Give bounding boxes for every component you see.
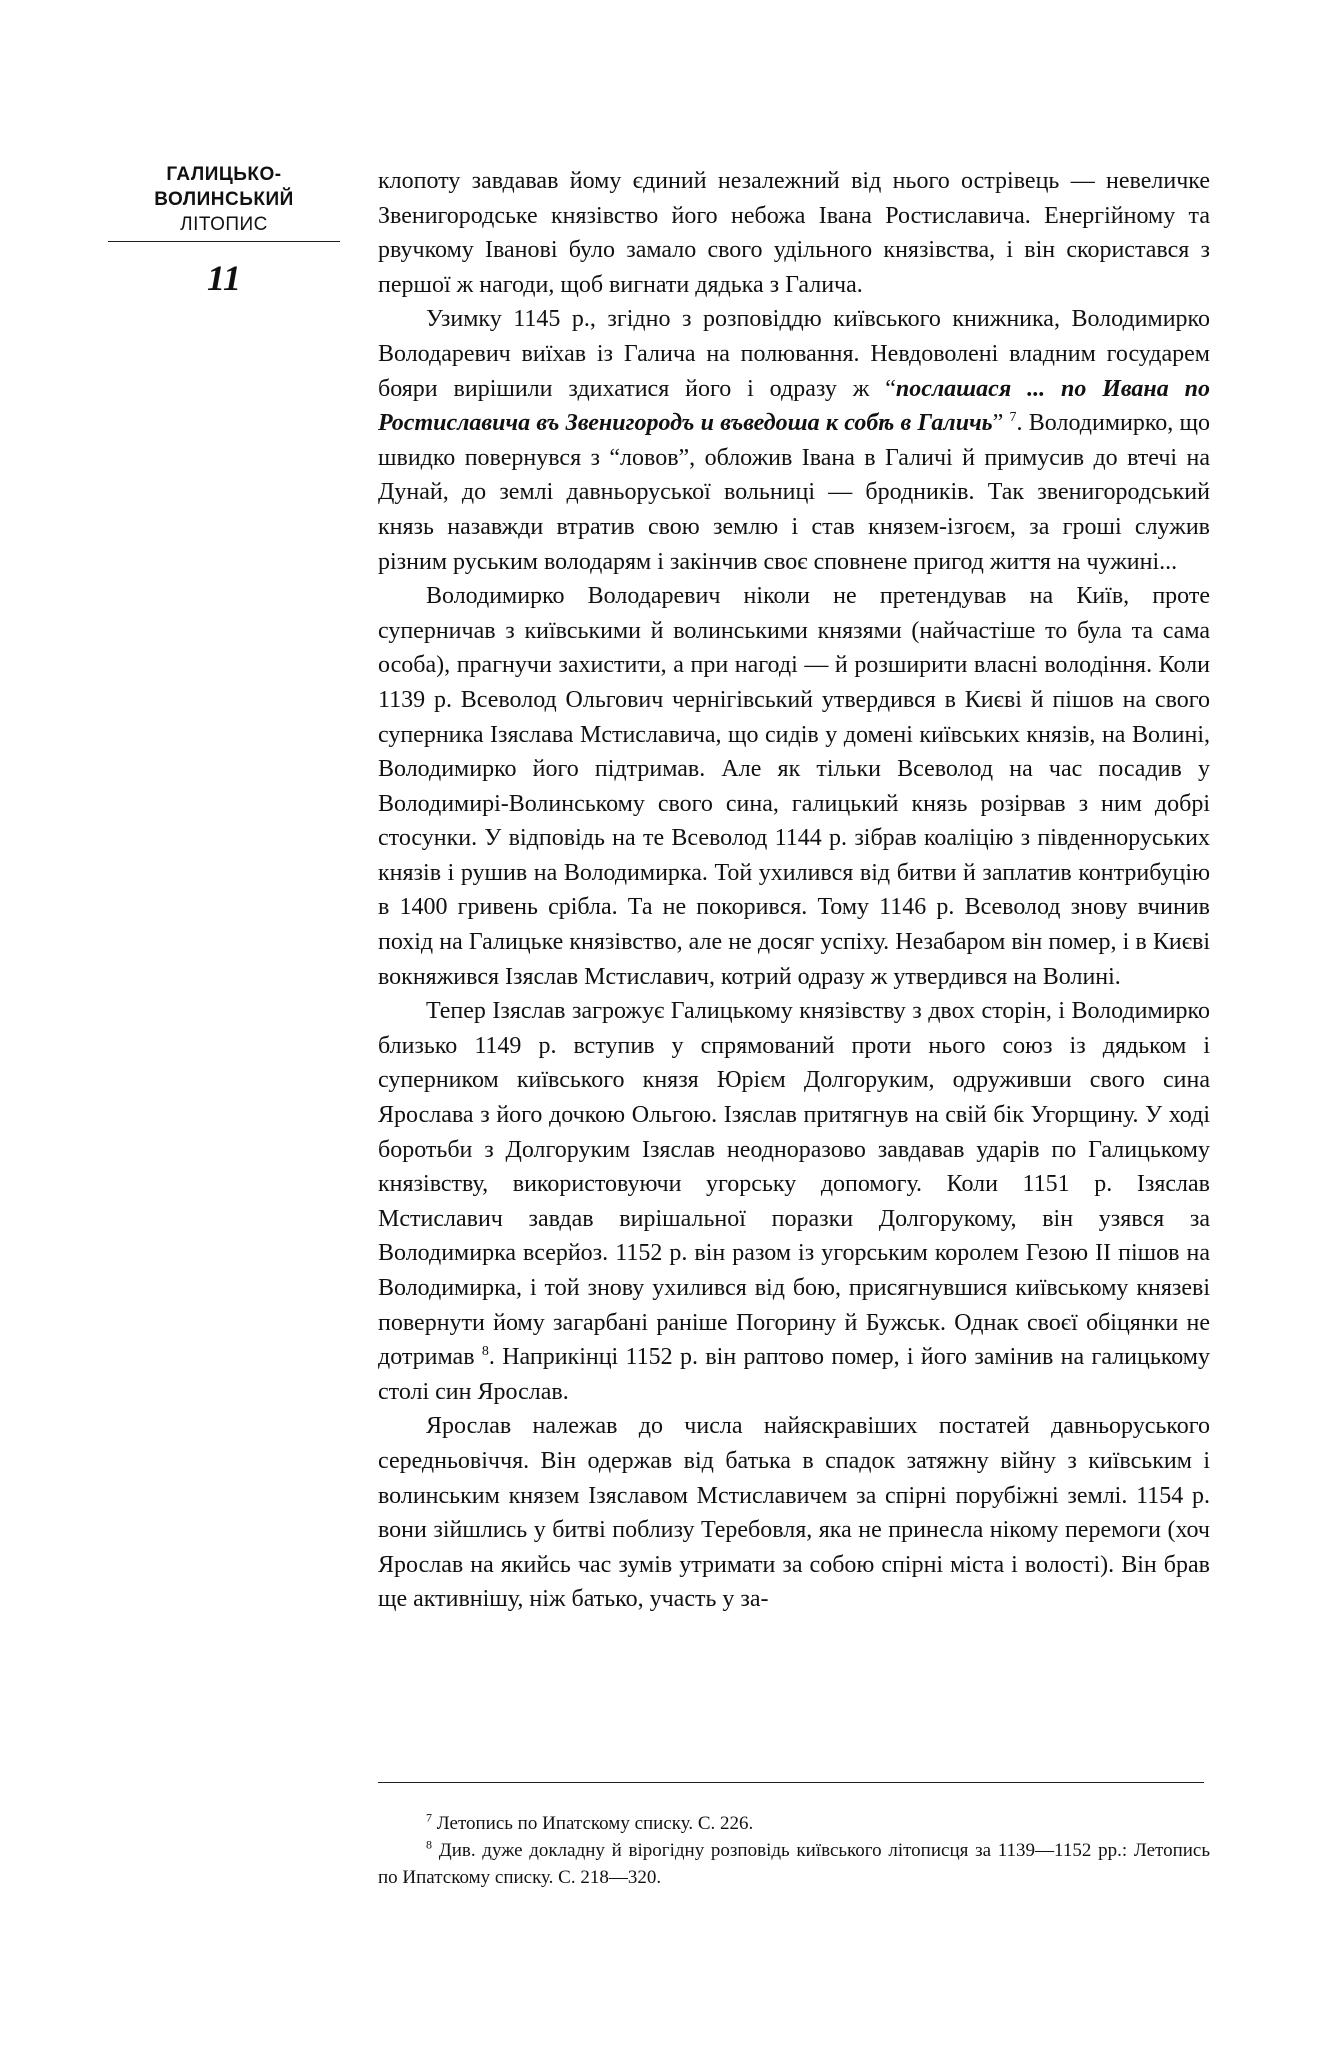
chronicle-quote: послашася ... по Ивана по Ростиславича въ Звенигородъ и въведоша к собѣ в Галичь bbox=[378, 375, 1210, 437]
book-title bbox=[108, 162, 340, 237]
footnote-8-number: 8 bbox=[426, 1837, 432, 1852]
footnote-8-text: Див. дуже докладну й вірогідну розповідь київського літописця за 1139—1152 рр.: Летопись по Ипатскому списку. С. 218—320. bbox=[378, 1840, 1210, 1888]
header-divider bbox=[108, 241, 340, 242]
paragraph-4-text-end: . Наприкінці 1152 р. він раптово помер, і його замінив на галицькому столі син Ярослав. bbox=[378, 1344, 1210, 1405]
footnote-7-text: Летопись по Ипатскому списку. С. 226. bbox=[432, 1813, 754, 1834]
quote-close: ” bbox=[992, 410, 1010, 437]
footnote-divider bbox=[378, 1782, 1204, 1783]
footnote-8 bbox=[378, 1837, 1210, 1891]
main-text bbox=[378, 164, 1210, 1617]
footnote-7-number: 7 bbox=[426, 1810, 432, 1825]
paragraph-4 bbox=[378, 994, 1210, 1409]
paragraph-2-text-end: . Володимирко, що швидко повернувся з “ловов”, обложив Івана в Галичі й примусив до втечі на Дунай, до землі давньоруської вольниці — бродників. Так звенигородський князь назавжди втратив свою землю і став князем-ізгоєм, за гроші служив різним руським володарям і закінчив своє сповнене пригод життя на чужині... bbox=[378, 410, 1211, 575]
book-title-line-2: ВОЛИНСЬКИЙ bbox=[154, 189, 294, 210]
footnote-ref-7[interactable]: 7 bbox=[1009, 410, 1017, 426]
paragraph-3: Володимирко Володаревич ніколи не претендував на Київ, проте суперничав з київськими й волинськими князями (найчастіше то була та сама особа), прагнучи захистити, а при нагоді — й розширити власні володіння. Коли 1139 р. Всеволод Ольгович чернігівський утвердився в Києві й пішов на свого суперника Ізяслава Мстиславича, що сидів у домені київських князів, на Волині, Володимирко його підтримав. Але як тільки Всеволод на час посадив у Володимирі-Волинському свого сина, галицький князь розірвав з ним добрі стосунки. У відповідь на те Всеволод 1144 р. зібрав коаліцію з південноруських князів і рушив на Володимирка. Той ухилився від битви й заплатив контрибуцію в 1400 гривень срібла. Та не покорився. Тому 1146 р. Всеволод знову вчинив похід на Галицьке князівство, але не досяг успіху. Незабаром він помер, і в Києві вокняжився Ізяслав Мстиславич, котрий одразу ж утвердився на Волині. bbox=[378, 583, 1210, 990]
paragraph-2-text: Узимку 1145 р., згідно з розповіддю київського книжника, Володимирко Володаревич виїхав із Галича на полювання. Невдоволені владним государем бояри вирішили здихатися його і одразу ж “ bbox=[378, 306, 1210, 402]
paragraph-5: Ярослав належав до числа найяскравіших постатей давньоруського середньовіччя. Він одержав від батька в спадок затяжну війну з київським і волинським князем Ізяславом Мстиславичем за спірні порубіжні землі. 1154 р. вони зійшлись у битві поблизу Теребовля, яка не принесла нікому перемоги (хоч Ярослав на якийсь час зумів утримати за собою спірні міста і волості). Він брав ще активнішу, ніж батько, участь у за- bbox=[378, 1413, 1210, 1613]
page-number: 11 bbox=[206, 258, 241, 298]
footnote-7 bbox=[378, 1810, 1210, 1837]
running-header bbox=[108, 162, 340, 298]
footnotes bbox=[378, 1810, 1210, 1891]
book-title-line-3: ЛІТОПИС bbox=[180, 214, 268, 235]
paragraph-2 bbox=[378, 302, 1210, 579]
paragraph-4-text: Тепер Ізяслав загрожує Галицькому князівству з двох сторін, і Володимирко близько 1149 р. вступив у спрямований проти нього союз із дядьком і суперником київського князя Юрієм Долгоруким, одруживши свого сина Ярослава з його дочкою Ольгою. Ізяслав притягнув на свій бік Угорщину. У ході боротьби з Долгоруким Ізяслав неодноразово завдавав ударів по Галицькому князівству, використовуючи угорську допомогу. Коли 1151 р. Ізяслав Мстиславич завдав вирішальної поразки Долгорукому, він узявся за Володимирка всерйоз. 1152 р. він разом із угорським королем Гезою II пішов на Володимирка, і той знову ухилився від бою, присягнувшися київському князеві повернути йому загарбані раніше Погорину й Бужськ. Однак своєї обіцянки не дотримав bbox=[378, 998, 1210, 1371]
paragraph-1: клопоту завдавав йому єдиний незалежний від нього острівець — невеличке Звенигородське князівство його небожа Івана Ростиславича. Енергійному та рвучкому Іванові було замало свого удільного князівства, і він скористався з першої ж нагоди, щоб вигнати дядька з Галича. bbox=[378, 168, 1210, 298]
book-title-line-1: ГАЛИЦЬКО- bbox=[166, 164, 282, 185]
footnote-ref-8[interactable]: 8 bbox=[481, 1344, 489, 1360]
